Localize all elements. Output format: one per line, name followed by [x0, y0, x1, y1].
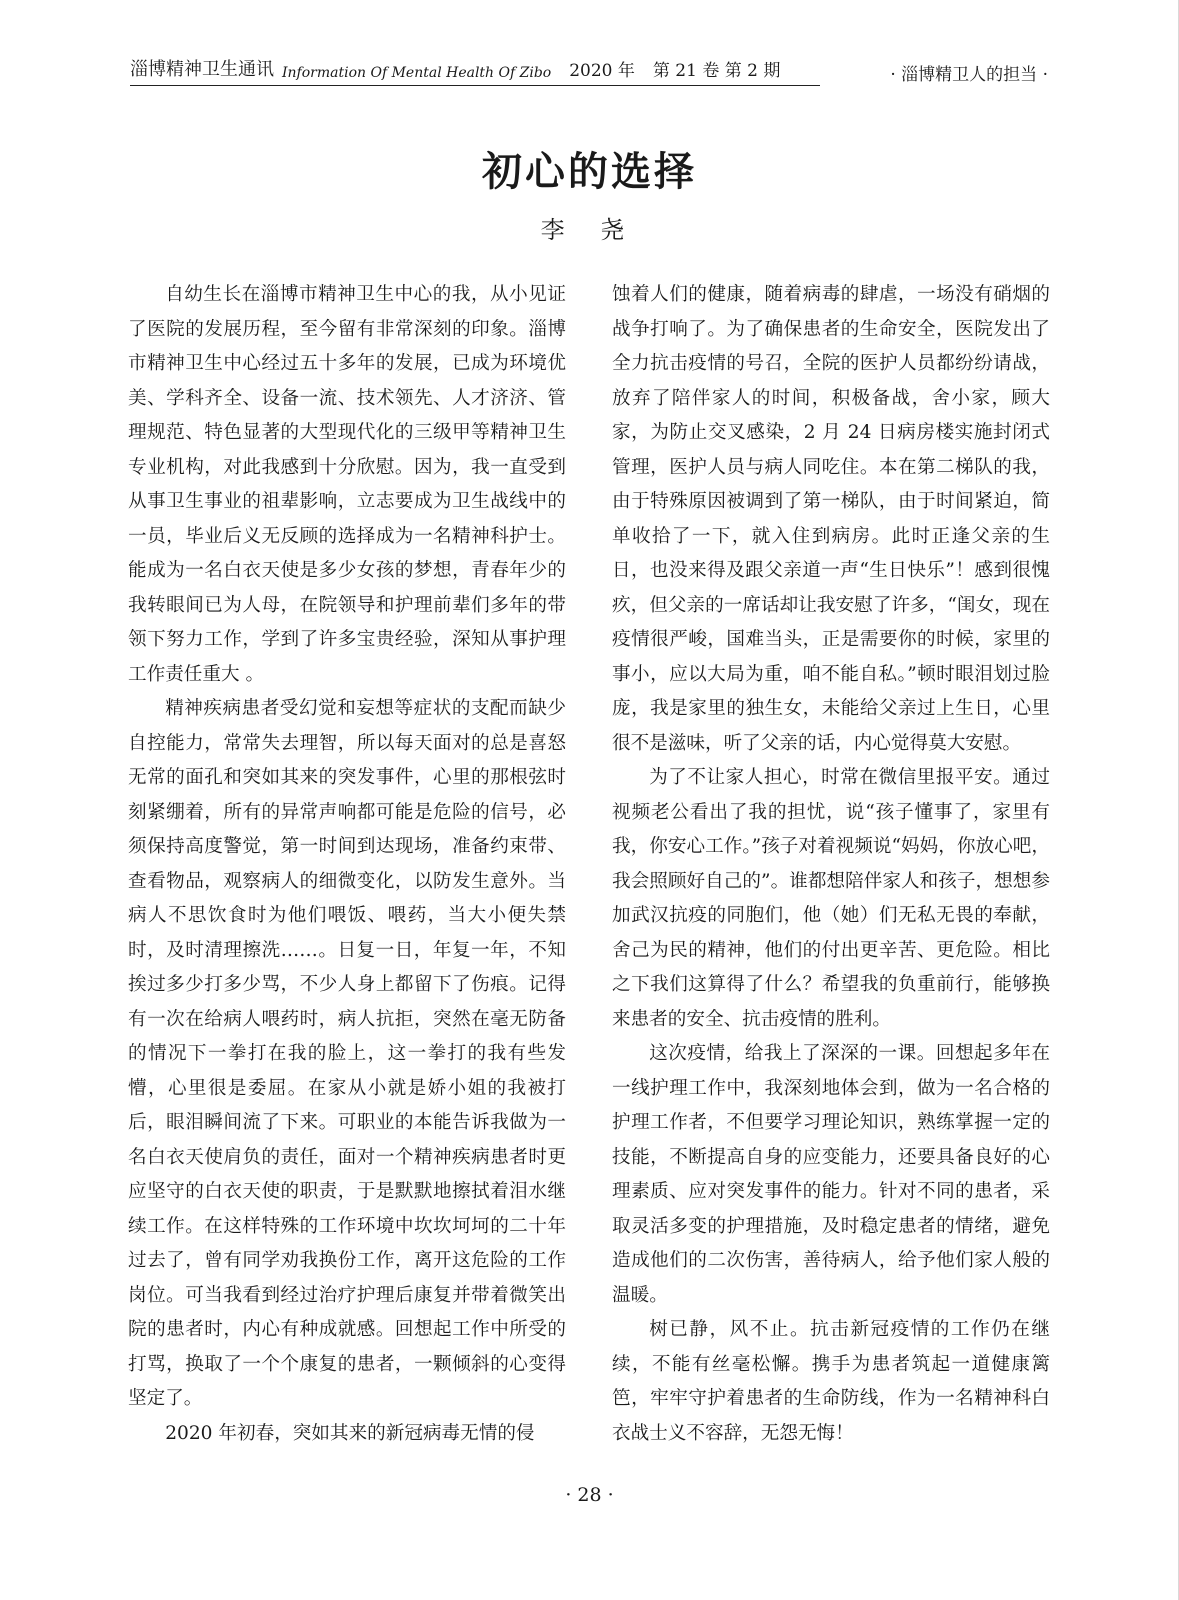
section-label: · 淄博精卫人的担当 ·: [890, 65, 1048, 85]
paragraph: 2020 年初春，突如其来的新冠病毒无情的侵: [165, 1422, 535, 1444]
paragraph: 为了不让家人担心，时常在微信里报平安。通过视频老公看出了我的担忧，说“孩子懂事了，家里有我，你安心工作。”孩子对着视频说“妈妈，你放心吧，我会照顾好自己的”。谁都想陪伴家人和孩子，想想参加武汉抗疫的同胞们，他（她）们无私无畏的奉献，舍己为民的精神，他们的付出更辛苦、更危险。相比之下我们这算得了什么？希望我的负重前行，能够换来患者的安全、抗击疫情的胜利。: [612, 767, 1050, 1030]
paragraph: 树已静，风不止。抗击新冠疫情的工作仍在继续，不能有丝毫松懈。携手为患者筑起一道健康篱笆，牢牢守护着患者的生命防线，作为一名精神科白衣战士义不容辞，无怨无悔！: [612, 1319, 1050, 1444]
issue-volume: 第 21 卷 第 2 期: [652, 61, 781, 81]
paragraph: 自幼生长在淄博市精神卫生中心的我，从小见证了医院的发展历程，至今留有非常深刻的印象。淄博市精神卫生中心经过五十多年的发展，已成为环境优美、学科齐全、设备一流、技术领先、人才济济、管理规范、特色显著的大型现代化的三级甲等精神卫生专业机构，对此我感到十分欣慰。因为，我一直受到从事卫生事业的祖辈影响，立志要成为卫生战线中的一员，毕业后义无反顾的选择成为一名精神科护士。能成为一名白衣天使是多少女孩的梦想，青春年少的我转眼间已为人母，在院领导和护理前辈们多年的带领下努力工作，学到了许多宝贵经验，深知从事护理工作责任重大 。: [128, 284, 566, 685]
page-number: · 28 ·: [565, 1484, 614, 1506]
article-author: 李 尧: [540, 216, 639, 244]
running-header: [130, 58, 820, 86]
paragraph: 精神疾病患者受幻觉和妄想等症状的支配而缺少自控能力，常常失去理智，所以每天面对的总是喜怒无常的面孔和突如其来的突发事件，心里的那根弦时刻紧绷着，所有的异常声响都可能是危险的信号，必须保持高度警觉，第一时间到达现场，准备约束带、查看物品，观察病人的细微变化，以防发生意外。当病人不思饮食时为他们喂饭、喂药，当大小便失禁时，及时清理擦洗……。日复一日，年复一年，不知挨过多少打多少骂，不少人身上都留下了伤痕。记得有一次在给病人喂药时，病人抗拒，突然在毫无防备的情况下一拳打在我的脸上，这一拳打的我有些发懵，心里很是委屈。在家从小就是娇小姐的我被打后，眼泪瞬间流了下来。可职业的本能告诉我做为一名白衣天使肩负的责任，面对一个精神疾病患者时更应坚守的白衣天使的职责，于是默默地擦拭着泪水继续工作。在这样特殊的工作环境中坎坎坷坷的二十年过去了，曾有同学劝我换份工作，离开这危险的工作岗位。可当我看到经过治疗护理后康复并带着微笑出院的患者时，内心有种成就感。回想起工作中所受的打骂，换取了一个个康复的患者，一颗倾斜的心变得坚定了。: [128, 698, 566, 1409]
paragraph: 这次疫情，给我上了深深的一课。回想起多年在一线护理工作中，我深刻地体会到，做为一名合格的护理工作者，不但要学习理论知识，熟练掌握一定的技能，不断提高自身的应变能力，还要具备良好的心理素质、应对突发事件的能力。针对不同的患者，采取灵活多变的护理措施，及时稳定患者的情绪，避免造成他们的二次伤害，善待病人，给予他们家人般的温暖。: [612, 1043, 1050, 1306]
right-column: [612, 278, 1050, 1451]
article-title: 初心的选择: [482, 148, 697, 195]
paragraph: 蚀着人们的健康，随着病毒的肆虐，一场没有硝烟的战争打响了。为了确保患者的生命安全，医院发出了全力抗击疫情的号召，全院的医护人员都纷纷请战，放弃了陪伴家人的时间，积极备战，舍小家，顾大家，为防止交叉感染，2 月 24 日病房楼实施封闭式管理，医护人员与病人同吃住。本在第二梯队的我，由于特殊原因被调到了第一梯队，由于时间紧迫，简单收拾了一下，就入住到病房。此时正逢父亲的生日，也没来得及跟父亲道一声“生日快乐”！感到很愧疚，但父亲的一席话却让我安慰了许多，“闺女，现在疫情很严峻，国难当头，正是需要你的时候，家里的事小，应以大局为重，咱不能自私。”顿时眼泪划过脸庞，我是家里的独生女，未能给父亲过上生日，心里很不是滋味，听了父亲的话，内心觉得莫大安慰。: [612, 284, 1050, 754]
journal-name-en: Information Of Mental Health Of Zibo: [282, 65, 552, 81]
journal-name-cn: 淄博精神卫生通讯: [130, 59, 274, 80]
left-column: [128, 278, 566, 1451]
issue-year: 2020 年: [569, 61, 635, 81]
